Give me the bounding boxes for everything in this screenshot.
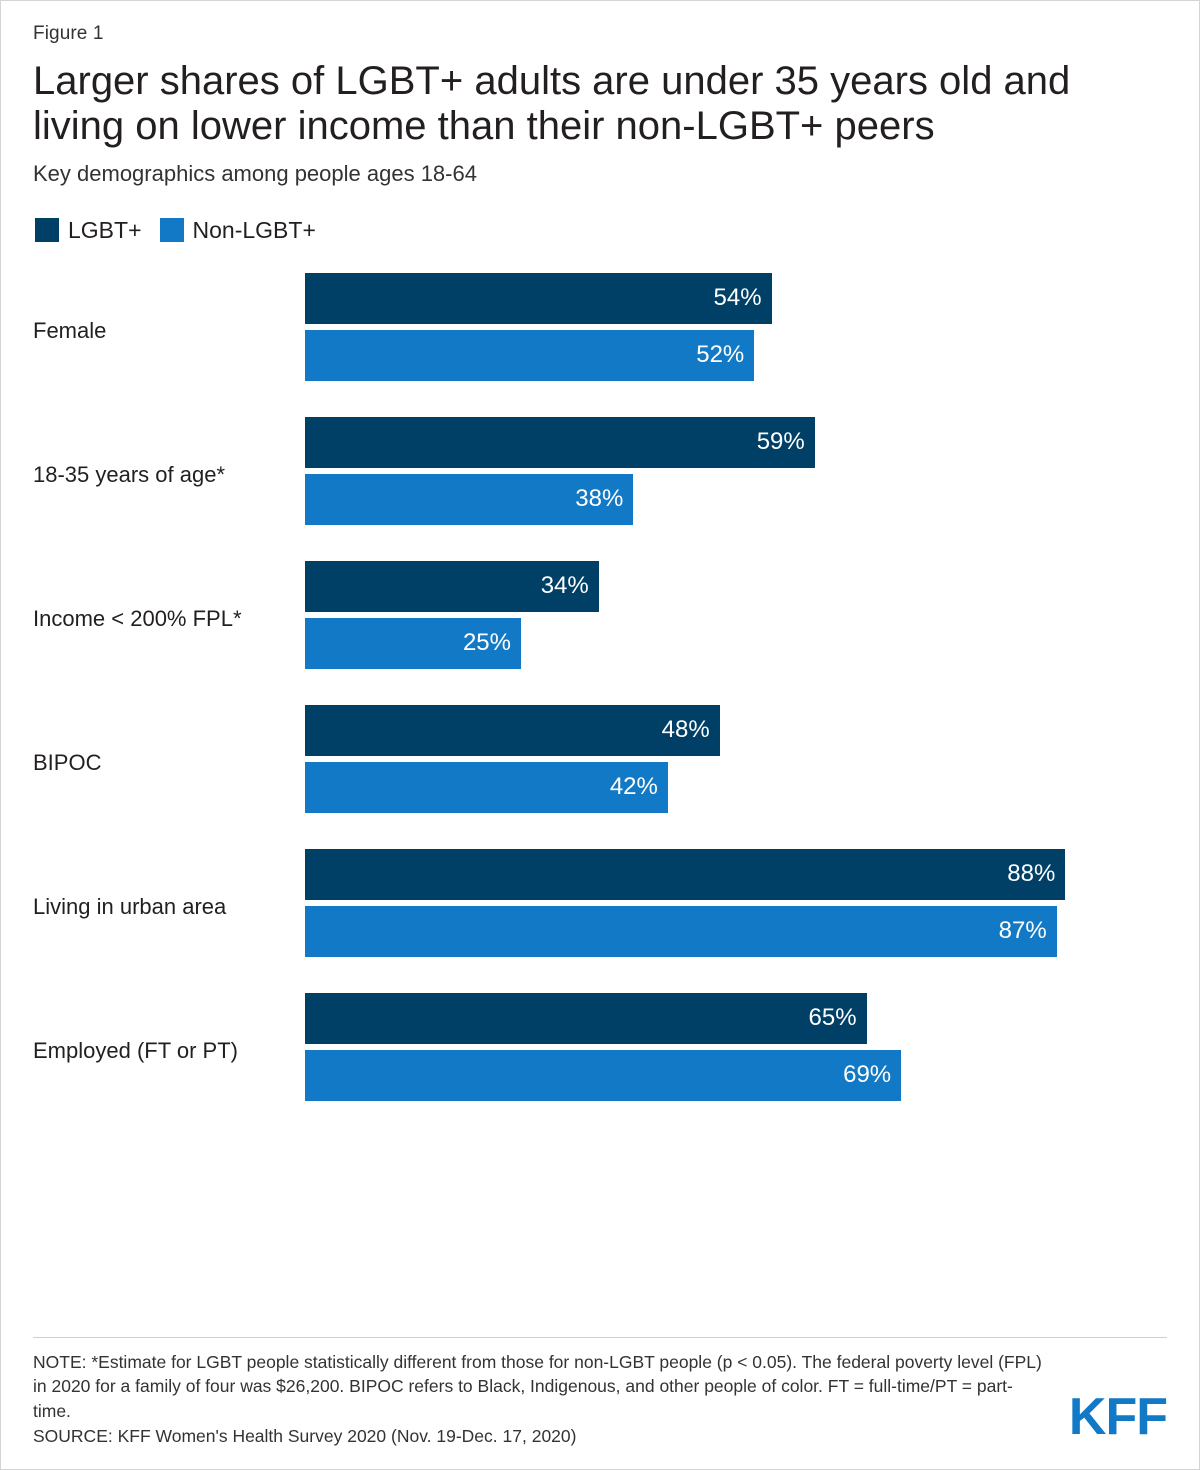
footnotes [33, 1350, 1043, 1449]
bar-row [305, 273, 1169, 324]
legend-item-lgbt [35, 217, 142, 244]
chart-footer [33, 1337, 1167, 1449]
bar-value-label: 88% [1007, 860, 1056, 888]
bar-value-label: 59% [756, 428, 805, 456]
bar-row [305, 1050, 1169, 1101]
legend-swatch-non-lgbt [160, 218, 184, 242]
legend-label-lgbt: LGBT+ [68, 216, 142, 243]
figure-number: Figure 1 [33, 23, 104, 44]
category-label: BIPOC [33, 749, 102, 775]
bar-value-label: 42% [609, 773, 658, 801]
bar-pair [305, 705, 1169, 821]
page-title: Larger shares of LGBT+ adults are under 35 years old and living on lower income than their non-LGBT+ peers [33, 59, 1071, 148]
bar-chart [33, 266, 1169, 1116]
footer-content [33, 1350, 1167, 1449]
chart-group [33, 698, 1169, 828]
category-label: Living in urban area [33, 893, 227, 919]
note-text: NOTE: *Estimate for LGBT people statistically different from those for non-LGBT people (p < 0.05). The federal poverty level (FPL) in 2020 for a family of four was $26,200. BIPOC refers to Black, Indigenous, and other people of color. FT = full-time/PT = part-time. [33, 1351, 1042, 1422]
bar-value-label: 52% [696, 341, 745, 369]
bar-pair [305, 993, 1169, 1109]
bar-row [305, 906, 1169, 957]
bar-row [305, 618, 1169, 669]
bar-row [305, 330, 1169, 381]
bar-non-lgbt[interactable] [305, 1050, 901, 1101]
bar-non-lgbt[interactable] [305, 330, 754, 381]
bar-value-label: 34% [540, 572, 589, 600]
chart-group [33, 410, 1169, 540]
bar-value-label: 54% [713, 284, 762, 312]
chart-group [33, 842, 1169, 972]
bar-row [305, 762, 1169, 813]
legend-item-non-lgbt [160, 217, 316, 244]
bar-non-lgbt[interactable] [305, 906, 1057, 957]
bar-non-lgbt[interactable] [305, 762, 668, 813]
bar-lgbt[interactable] [305, 993, 867, 1044]
bar-row [305, 474, 1169, 525]
category-label: Employed (FT or PT) [33, 1037, 238, 1063]
bar-value-label: 87% [998, 917, 1047, 945]
figure-body [33, 23, 1167, 1451]
bar-lgbt[interactable] [305, 849, 1065, 900]
bar-lgbt[interactable] [305, 561, 599, 612]
category-label: Income < 200% FPL* [33, 605, 242, 631]
bar-pair [305, 273, 1169, 389]
chart-group [33, 554, 1169, 684]
bar-row [305, 561, 1169, 612]
chart-subtitle: Key demographics among people ages 18-64 [33, 160, 477, 186]
bar-lgbt[interactable] [305, 273, 772, 324]
kff-logo: KFF [1068, 1388, 1167, 1446]
category-label: 18-35 years of age* [33, 461, 226, 487]
source-text: SOURCE: KFF Women's Health Survey 2020 (Nov. 19-Dec. 17, 2020) [33, 1426, 577, 1447]
legend-label-non-lgbt: Non-LGBT+ [192, 216, 316, 243]
chart-group [33, 266, 1169, 396]
legend-swatch-lgbt [35, 218, 59, 242]
bar-row [305, 417, 1169, 468]
chart-legend [35, 217, 1167, 244]
bar-value-label: 48% [661, 716, 710, 744]
bar-value-label: 38% [575, 485, 624, 513]
bar-pair [305, 417, 1169, 533]
chart-group [33, 986, 1169, 1116]
bar-row [305, 849, 1169, 900]
bar-non-lgbt[interactable] [305, 474, 633, 525]
bar-row [305, 993, 1169, 1044]
category-label: Female [33, 317, 107, 343]
bar-pair [305, 849, 1169, 965]
bar-value-label: 25% [462, 629, 511, 657]
bar-non-lgbt[interactable] [305, 618, 521, 669]
footer-divider [33, 1337, 1167, 1338]
bar-value-label: 65% [808, 1004, 857, 1032]
bar-lgbt[interactable] [305, 417, 815, 468]
bar-pair [305, 561, 1169, 677]
bar-row [305, 705, 1169, 756]
bar-value-label: 69% [843, 1061, 892, 1089]
bar-lgbt[interactable] [305, 705, 720, 756]
